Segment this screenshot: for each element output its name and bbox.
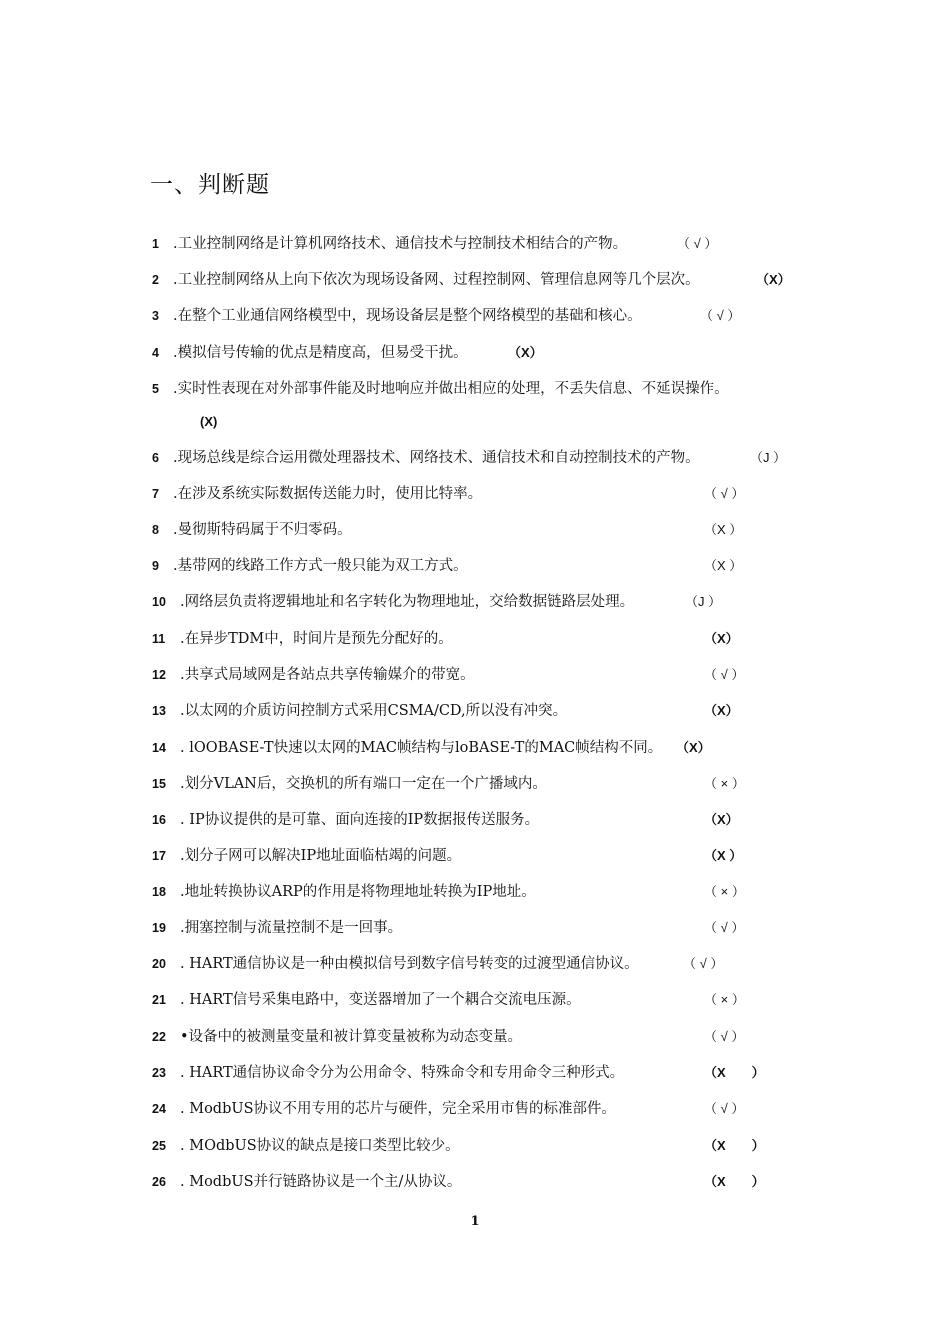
question-number: 6 <box>152 451 159 465</box>
question-answer: （ √ ） <box>683 956 724 971</box>
question-number: 8 <box>152 523 159 537</box>
question-number: 15 <box>152 777 166 791</box>
question-item <box>0 446 950 476</box>
question-item <box>0 590 950 620</box>
question-number: 12 <box>152 668 166 682</box>
question-answer: （X） <box>704 631 739 646</box>
question-number: 10 <box>152 595 166 609</box>
question-text: .拥塞控制与流量控制不是一回事。 <box>180 920 403 936</box>
question-item <box>0 377 950 429</box>
question-answer: （X） <box>676 740 711 755</box>
page-number: 1 <box>470 1214 480 1229</box>
question-text: .划分VLAN后，交换机的所有端口一定在一个广播域内。 <box>180 776 547 792</box>
question-text: .在异步TDM中，时间片是预先分配好的。 <box>180 631 453 647</box>
question-text: . HART通信协议是一种由模拟信号到数字信号转变的过渡型通信协议。 <box>180 956 639 972</box>
question-text: .工业控制网络是计算机网络技术、通信技术与控制技术相结合的产物。 <box>173 236 628 252</box>
question-text: .实时性表现在对外部事件能及时地响应并做出相应的处理，不丢失信息、不延误操作。 <box>173 381 729 397</box>
question-number: 18 <box>152 885 166 899</box>
question-number: 4 <box>152 346 159 360</box>
question-answer: （X） <box>704 812 739 827</box>
question-number: 7 <box>152 487 159 501</box>
question-item <box>0 880 950 910</box>
question-text: . ModbUS并行链路协议是一个主/从协议。 <box>180 1174 462 1190</box>
question-text: .划分子网可以解决IP地址面临枯竭的问题。 <box>180 848 462 864</box>
question-number: 5 <box>152 382 159 396</box>
question-number: 26 <box>152 1175 166 1189</box>
question-text: .在整个工业通信网络模型中，现场设备层是整个网络模型的基础和核心。 <box>173 308 642 324</box>
question-text: .现场总线是综合运用微处理器技术、网络技术、通信技术和自动控制技术的产物。 <box>173 450 700 466</box>
question-answer: （X ） <box>704 848 743 863</box>
question-answer: （J ） <box>750 450 787 465</box>
question-text: .基带网的线路工作方式一般只能为双工方式。 <box>173 558 468 574</box>
question-text: .地址转换协议ARP的作用是将物理地址转换为IP地址。 <box>180 884 536 900</box>
question-item <box>0 554 950 584</box>
question-number: 25 <box>152 1139 166 1153</box>
question-text: •设备中的被测量变量和被计算变量被称为动态变量。 <box>180 1029 523 1045</box>
question-item <box>0 482 950 512</box>
question-answer: （ × ） <box>704 884 745 899</box>
question-item <box>0 808 950 838</box>
question-text: .工业控制网络从上向下依次为现场设备网、过程控制网、管理信息网等几个层次。 <box>173 272 700 288</box>
question-answer: （X ） <box>704 522 743 537</box>
question-answer: （J ） <box>685 594 722 609</box>
question-answer: （ √ ） <box>704 667 745 682</box>
question-number: 14 <box>152 741 166 755</box>
question-number: 22 <box>152 1030 166 1044</box>
question-text: . IP协议提供的是可靠、面向连接的IP数据报传送服务。 <box>180 812 540 828</box>
question-answer: （ × ） <box>704 776 745 791</box>
question-item <box>0 736 950 766</box>
question-answer: （ √ ） <box>704 920 745 935</box>
question-answer: （X） <box>508 345 543 360</box>
question-item <box>0 772 950 802</box>
question-item <box>0 988 950 1018</box>
question-answer: （X ） <box>704 558 743 573</box>
question-item <box>0 699 950 729</box>
question-item <box>0 268 950 298</box>
question-text: . HART通信协议命令分为公用命令、特殊命令和专用命令三种形式。 <box>180 1065 625 1081</box>
question-answer: （X ） <box>704 1174 765 1189</box>
question-answer: （ √ ） <box>677 236 718 251</box>
question-answer: （X） <box>704 703 739 718</box>
question-answer: （X） <box>756 272 791 287</box>
question-text: . MOdbUS协议的缺点是接口类型比较少。 <box>180 1138 460 1154</box>
question-number: 19 <box>152 921 166 935</box>
question-item <box>0 844 950 874</box>
question-number: 24 <box>152 1102 166 1116</box>
question-number: 2 <box>152 273 159 287</box>
question-item <box>0 1061 950 1091</box>
question-number: 1 <box>152 237 159 251</box>
question-number: 21 <box>152 993 166 1007</box>
question-item <box>0 1097 950 1127</box>
question-number: 23 <box>152 1066 166 1080</box>
question-text: .网络层负责将逻辑地址和名字转化为物理地址，交给数据链路层处理。 <box>180 594 635 610</box>
question-text: . lOOBASE-T快速以太网的MAC帧结构与loBASE-T的MAC帧结构不同。 <box>180 740 663 756</box>
question-answer: （X ） <box>704 1065 765 1080</box>
section-heading: 一、判断题 <box>150 172 270 198</box>
question-item <box>0 952 950 982</box>
question-item <box>0 1025 950 1055</box>
question-answer: （ √ ） <box>704 1101 745 1116</box>
question-answer: （ × ） <box>704 992 745 1007</box>
question-number: 11 <box>152 632 166 646</box>
question-item <box>0 304 950 334</box>
question-answer: （ √ ） <box>700 308 741 323</box>
question-item <box>0 1134 950 1164</box>
question-item <box>0 916 950 946</box>
question-answer: (X) <box>200 414 218 429</box>
question-item <box>0 232 950 262</box>
question-number: 13 <box>152 704 166 718</box>
question-number: 17 <box>152 849 166 863</box>
question-text: .曼彻斯特码属于不归零码。 <box>173 522 352 538</box>
question-item <box>0 1170 950 1200</box>
question-text: .在涉及系统实际数据传送能力时，使用比特率。 <box>173 486 483 502</box>
question-text: .模拟信号传输的优点是精度高，但易受干扰。 <box>173 345 468 361</box>
question-number: 16 <box>152 813 166 827</box>
question-number: 20 <box>152 957 166 971</box>
question-number: 3 <box>152 309 159 323</box>
question-text: .以太网的介质访问控制方式采用CSMA/CD,所以没有冲突。 <box>180 703 568 719</box>
question-answer: （ √ ） <box>704 486 745 501</box>
question-item <box>0 627 950 657</box>
question-answer: （X ） <box>704 1138 765 1153</box>
question-text: . ModbUS协议不用专用的芯片与硬件，完全采用市售的标准部件。 <box>180 1101 617 1117</box>
question-text: . HART信号采集电路中，变送器增加了一个耦合交流电压源。 <box>180 992 581 1008</box>
question-item <box>0 518 950 548</box>
question-item <box>0 341 950 371</box>
question-number: 9 <box>152 559 159 573</box>
question-item <box>0 663 950 693</box>
question-answer: （ √ ） <box>704 1029 745 1044</box>
question-text: .共享式局域网是各站点共享传输媒介的带宽。 <box>180 667 475 683</box>
